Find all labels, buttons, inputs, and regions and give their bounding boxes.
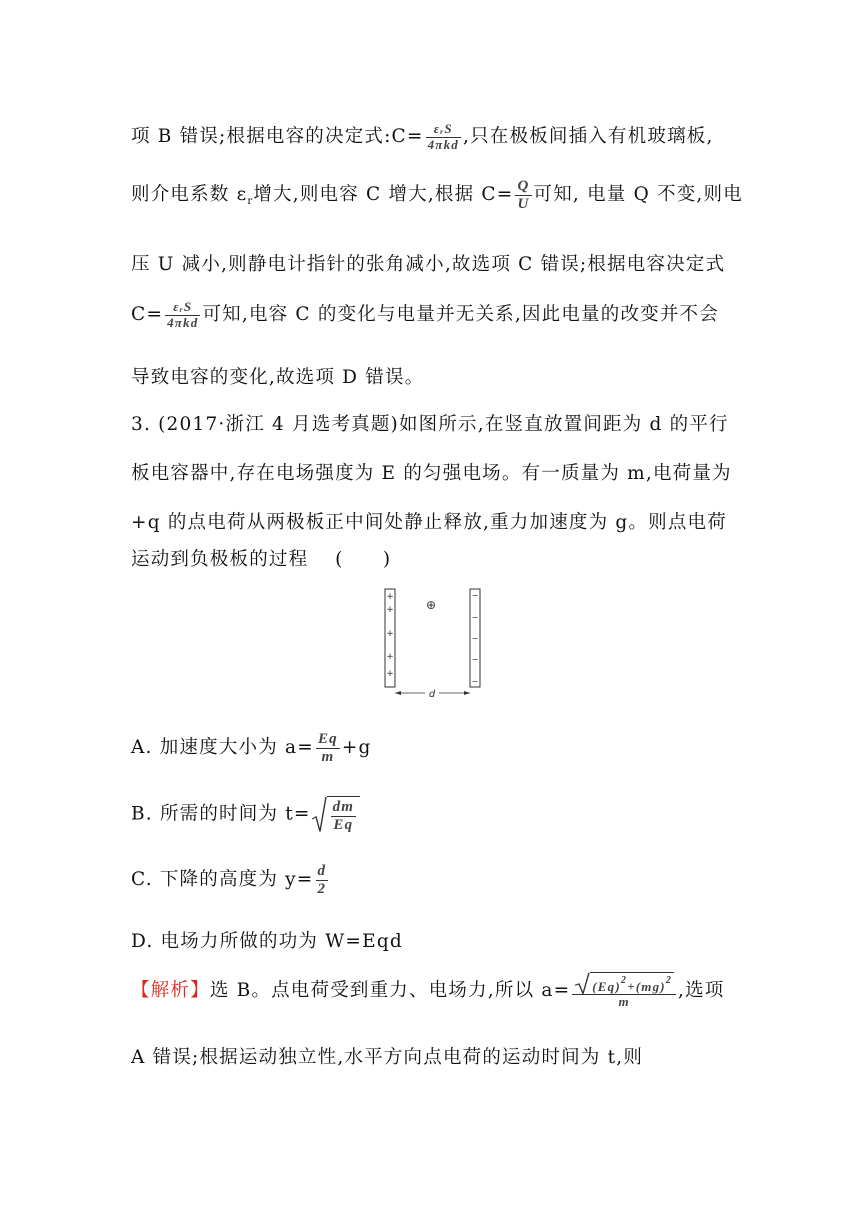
- acceleration-fraction: $\frac{(Eq)^2+(mg)^2}{m}$: [572, 972, 676, 1010]
- radical-sign: [311, 796, 327, 833]
- plus-sign: +: [386, 605, 394, 615]
- capacitance-fraction: $\frac{\text{εᵣS}}{\text{4πkd}}$: [167, 299, 199, 330]
- dm-over-eq-fraction: $\frac{dm}{Eq}$: [332, 799, 355, 833]
- minus-sign: −: [471, 613, 479, 622]
- text-line: 压 U 减小,则静电计指针的张角减小,故选项 C 错误;根据电容决定式: [131, 254, 726, 275]
- question-line: 板电容器中,存在电场强度为 E 的匀强电场。有一质量为 m,电荷量为: [131, 463, 732, 484]
- capacitance-fraction: $\frac{\text{εᵣS}}{\text{4πkd}}$: [427, 121, 459, 152]
- eq-over-m-fraction: $\frac{Eq}{m}$: [317, 731, 338, 765]
- analysis-line: A 错误;根据运动独立性,水平方向点电荷的运动时间为 t,则: [131, 1047, 644, 1068]
- question-line: +q 的点电荷从两极板正中间处静止释放,重力加速度为 g。则点电荷: [131, 512, 727, 533]
- minus-sign: −: [471, 634, 479, 643]
- capacitor-figure: [375, 585, 495, 705]
- analysis-tag: 【解析】: [131, 979, 210, 1001]
- option-b: B. 所需的时间为 t= $\frac{dm}{Eq}$: [131, 796, 360, 833]
- option-d: D. 电场力所做的功为 W=Eqd: [131, 931, 403, 952]
- question-line: 3. (2017·浙江 4 月选考真题)如图所示,在竖直放置间距为 d 的平行: [131, 414, 729, 435]
- analysis-line: 【解析】选 B。点电荷受到重力、电场力,所以 a= $\frac{(Eq)^2+(mg)^2}{m}$ ,选项: [131, 972, 725, 1010]
- plus-sign: +: [386, 629, 394, 639]
- text-line: 项 B 错误;根据电容的决定式:C= $\frac{\text{εᵣS}}{\text{4πkd}}$ ,只在极板间插入有机玻璃板,: [131, 121, 714, 152]
- arrow-left: [395, 691, 401, 695]
- d-over-2-fraction: $\frac{d}{2}$: [317, 863, 327, 897]
- minus-sign: −: [471, 677, 479, 686]
- arrow-right: [464, 691, 470, 695]
- text-line: 导致电容的变化,故选项 D 错误。: [131, 367, 425, 388]
- question-line: 运动到负极板的过程 ( ): [131, 549, 392, 570]
- plus-sign: +: [386, 669, 394, 679]
- text-line: 则介电系数 $\varepsilon_r$增大,则电容 C 增大,根据 C= $\frac{Q}{U}$ 可知, 电量 Q 不变,则电: [131, 178, 743, 212]
- radical-sign: [574, 972, 590, 994]
- minus-sign: −: [471, 655, 479, 664]
- option-c: C. 下降的高度为 y= $\frac{d}{2}$: [131, 863, 327, 897]
- plus-sign: +: [386, 592, 394, 602]
- minus-sign: −: [471, 591, 479, 600]
- text-line: C= $\frac{\text{εᵣS}}{\text{4πkd}}$ 可知,电容 C 的变化与电量并无关系,因此电量的改变并不会: [131, 299, 719, 330]
- plus-sign: +: [386, 652, 394, 662]
- sqrt-expression: [311, 796, 361, 833]
- d-label: d: [428, 689, 436, 700]
- option-a: A. 加速度大小为 a= $\frac{Eq}{m}$ +g: [131, 731, 372, 765]
- q-over-u-fraction: $\frac{Q}{U}$: [517, 178, 530, 212]
- sqrt-expression: $(Eq)^2+(mg)^2$: [574, 972, 674, 994]
- point-charge: ⊕: [425, 598, 437, 612]
